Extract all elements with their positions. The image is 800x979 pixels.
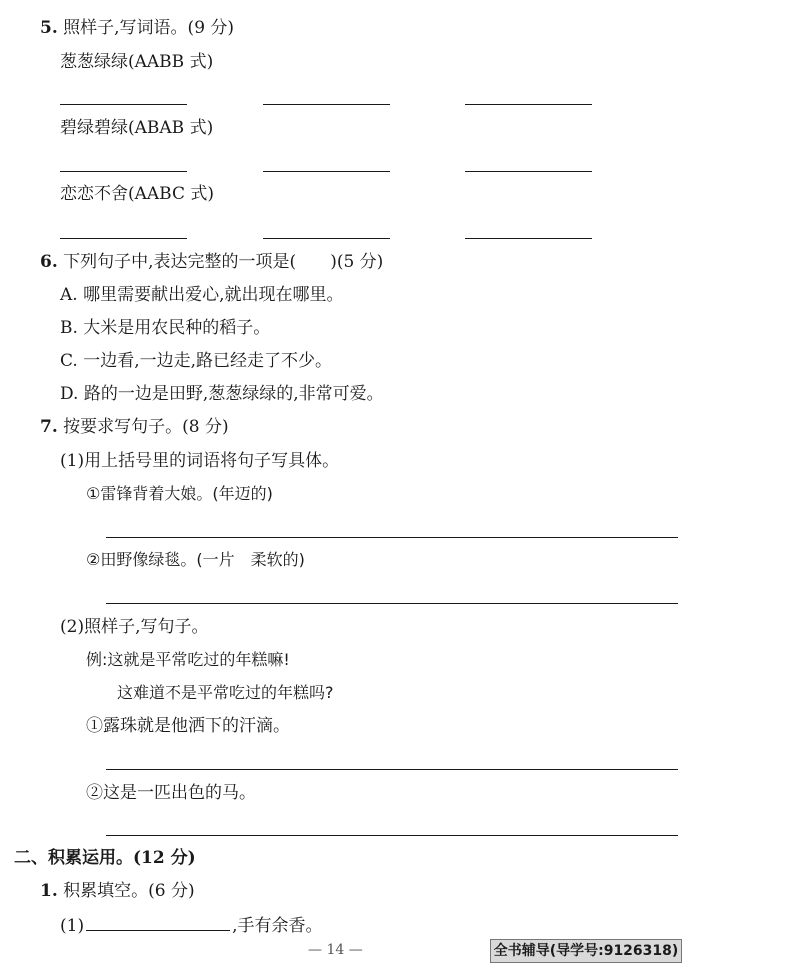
q5-answer-line[interactable] [263,104,390,105]
q5-answer-line[interactable] [263,238,390,239]
q6-option-b[interactable]: B. 大米是用农民种的稻子。 [60,318,271,338]
q7-part1-item-2: ②田野像绿毯。(一片 柔软的) [86,550,305,569]
q5-answer-line[interactable] [263,171,390,172]
q6-number: 6. [40,252,58,272]
q7-answer-line[interactable] [106,769,678,770]
q5-item-abab: 碧绿碧绿(ABAB 式) [60,118,214,138]
q5-item-aabb: 葱葱绿绿(AABB 式) [60,52,214,72]
q6-option-d[interactable]: D. 路的一边是田野,葱葱绿绿的,非常可爱。 [60,384,384,404]
page-number: — 14 — [308,942,363,958]
q7-part2-heading: (2)照样子,写句子。 [60,617,209,637]
q5-title: 照样子,写词语。(9 分) [63,18,235,38]
q7-answer-line[interactable] [106,537,678,538]
section2-title: 二、积累运用。(12 分) [14,848,196,868]
q7-number: 7. [40,417,58,437]
q6-title: 下列句子中,表达完整的一项是( )(5 分) [63,252,384,272]
q7-part2-item-1: ①露珠就是他洒下的汗滴。 [86,716,290,736]
q5-number: 5. [40,18,58,38]
q5-answer-line[interactable] [465,171,592,172]
fill-blank[interactable] [86,914,230,931]
q5-answer-line[interactable] [465,238,592,239]
blank-prefix: (1) [60,916,85,936]
q7-part2-item-2: ②这是一匹出色的马。 [86,783,256,803]
q5-answer-line[interactable] [465,104,592,105]
q7-part1-heading: (1)用上括号里的词语将句子写具体。 [60,451,340,471]
q7-title: 按要求写句子。(8 分) [63,417,229,437]
q5-answer-line[interactable] [60,238,187,239]
q5-answer-line[interactable] [60,171,187,172]
q7-example-line-2: 这难道不是平常吃过的年糕吗? [117,683,334,702]
guide-badge: 全书辅导(导学号:9126318) [490,939,682,963]
section2-q1-heading [40,881,195,901]
section2-q1-title: 积累填空。(6 分) [63,881,195,901]
q5-item-aabc: 恋恋不舍(AABC 式) [60,184,215,204]
section2-q1-number: 1. [40,881,58,901]
q7-part1-item-1: ①雷锋背着大娘。(年迈的) [86,484,273,503]
section2-q1-blank-item [60,914,323,936]
blank-suffix: ,手有余香。 [232,916,323,936]
q6-option-a[interactable]: A. 哪里需要献出爱心,就出现在哪里。 [60,285,344,305]
q6-heading [40,252,383,272]
q7-heading [40,417,229,437]
q6-option-c[interactable]: C. 一边看,一边走,路已经走了不少。 [60,351,333,371]
q7-example-line-1: 例:这就是平常吃过的年糕嘛! [86,650,290,669]
q7-answer-line[interactable] [106,835,678,836]
q5-heading [40,18,234,38]
q7-answer-line[interactable] [106,603,678,604]
q5-answer-line[interactable] [60,104,187,105]
